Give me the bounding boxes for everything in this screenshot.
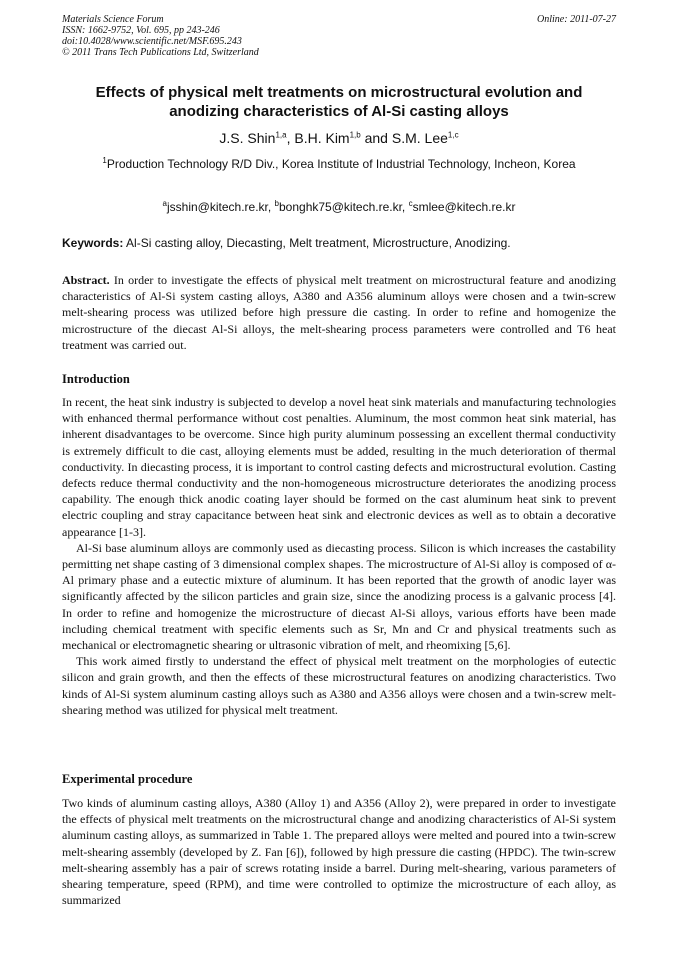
paragraph: This work aimed firstly to understand the effect of physical melt treatment on the morphologies of eutectic silicon and grain growth, and then the effects of these microstructural features on anodizing characteristics. Two kinds of Al-Si system aluminum casting alloys such as A380 and A356 alloys were chosen and a twin-screw melt-shearing method was utilized for physical melt treatment.	[62, 654, 616, 717]
abstract	[62, 272, 616, 353]
abstract-text: In order to investigate the effects of physical melt treatment on microstructural feature and anodizing characteristics of Al-Si system casting alloys, A380 and A356 aluminum alloys were chosen and a twin-screw melt-shearing process was utilized before high pressure die casting. In order to refine and homogenize the microstructure of the diecast Al-Si alloys, the melt-shearing process parameters were controlled and T6 heat treatment was carried out.	[62, 273, 616, 352]
keywords-label: Keywords:	[62, 236, 124, 250]
abstract-label: Abstract.	[62, 273, 110, 287]
section-heading-introduction: Introduction	[62, 372, 130, 386]
author-name: S.M. Lee	[391, 130, 448, 146]
author-separator: and	[360, 130, 392, 146]
author-name: J.S. Shin	[219, 130, 276, 146]
author-separator: ,	[286, 130, 295, 146]
keywords-line	[62, 236, 616, 251]
affiliation-text: Production Technology R/D Div., Korea Institute of Industrial Technology, Incheon, Korea	[106, 157, 576, 171]
doi-line: doi:10.4028/www.scientific.net/MSF.695.243	[62, 36, 242, 47]
introduction-body	[62, 394, 616, 718]
paragraph: Two kinds of aluminum casting alloys, A380 (Alloy 1) and A356 (Alloy 2), were prepared in order to investigate the effects of physical melt treatments on the microstructural change and anodizing characteristics of Al-Si system aluminum casting alloys, as summarized in Table 1. The prepared alloys were melted and poured into a twin-screw melt-shearing assembly (developed by Z. Fan [6]), followed by high pressure die casting (HPDC). The twin-screw melt-shearing assembly has a pair of screws rotating inside a barrel. During melt-shearing, various parameters of shearing temperature, speed (RPM), and time were controlled to optimize the microstructure of each alloy, as summarized	[62, 796, 616, 908]
copyright-line: © 2011 Trans Tech Publications Ltd, Switzerland	[62, 47, 259, 58]
section-heading-experimental: Experimental procedure	[62, 772, 193, 786]
author-superscript: 1,b	[349, 130, 361, 140]
issn-line: ISSN: 1662-9752, Vol. 695, pp 243-246	[62, 25, 220, 36]
affiliation-superscript: 1	[102, 156, 107, 165]
email-superscript: a	[162, 199, 167, 208]
paper-title: Effects of physical melt treatments on microstructural evolution and anodizing characteristics of Al-Si casting alloys	[95, 84, 583, 120]
email-address: smlee@kitech.re.kr	[412, 200, 516, 214]
author-emails	[62, 200, 616, 215]
journal-name: Materials Science Forum	[62, 14, 164, 25]
paragraph: Al-Si base aluminum alloys are commonly used as diecasting process. Silicon is which increases the castability permitting net shape casting of 3 dimensional complex shapes. The microstructure of Al-Si alloy is composed of α-Al primary phase and a eutectic mixture of aluminum. It has been reported that the growth of anodic layer was significantly affected by the silicon particles and grain size, since the anodizing process is a galvanic process [4]. In order to refine and homogenize the microstructure of diecast Al-Si alloys, various efforts have been made including chemical treatment with specific elements such as Sr, Mn and Cr and physical treatments such as mechanical or electromagnetic shearing or ultrasonic vibration of melt, and rheomixing [5,6].	[62, 540, 616, 653]
email-address: bonghk75@kitech.re.kr,	[279, 200, 409, 214]
paragraph: In recent, the heat sink industry is subjected to develop a novel heat sink materials and manufacturing technologies with enhanced thermal performance without cost penalties. Aluminum, the most common heat sink material, has inherent disadvantages to be overcome. Since high purity aluminum possessing an excellent thermal conductivity is extremely difficult to die cast, alloying elements must be added, resulting in the much deterioration of thermal conductivity. In diecasting process, it is important to control casting defects and microstructural evolution. Casting defects reduce thermal conductivity and the non-homogeneous microstructure deteriorates the anodizing process capability. The enough thick anodic coating layer should be formed on the cast aluminum heat sink to prevent electric coupling and stray capacitance between heat sink and electronic devices as well as to obtain a decorative appearance [1-3].	[62, 395, 616, 539]
email-superscript: c	[408, 199, 413, 208]
author-list	[62, 129, 616, 147]
author-superscript: 1,a	[275, 130, 287, 140]
keywords-text: Al-Si casting alloy, Diecasting, Melt treatment, Microstructure, Anodizing.	[123, 236, 511, 250]
author-superscript: 1,c	[447, 130, 459, 140]
online-date: Online: 2011-07-27	[537, 14, 616, 25]
author-name: B.H. Kim	[294, 130, 350, 146]
email-address: jsshin@kitech.re.kr,	[166, 200, 275, 214]
affiliation	[62, 157, 616, 172]
email-superscript: b	[274, 199, 279, 208]
experimental-body	[62, 795, 616, 908]
journal-metadata	[62, 14, 259, 58]
